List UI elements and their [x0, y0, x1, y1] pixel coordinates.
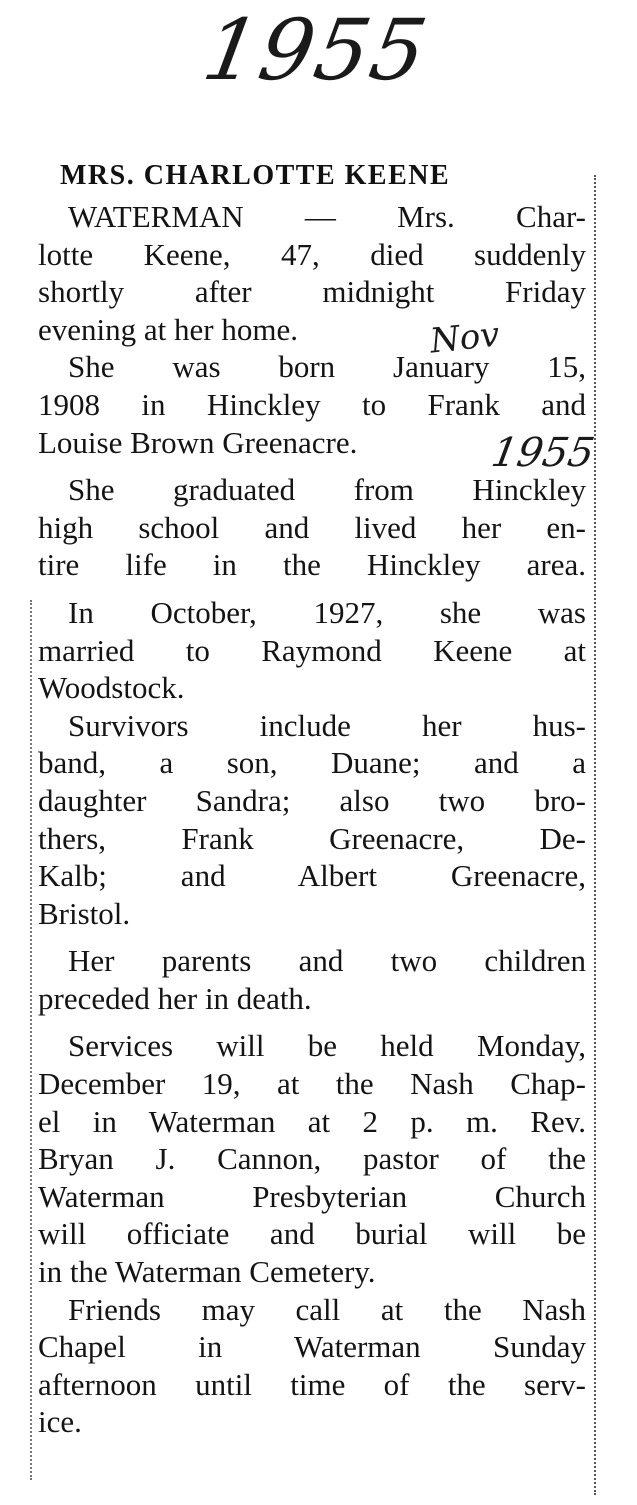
text-line: Bryan J. Cannon, pastor of the — [38, 1141, 586, 1177]
obituary-heading: MRS. CHARLOTTE KEENE — [60, 160, 451, 191]
paragraph-8 — [38, 1291, 586, 1441]
text-line: shortly after midnight Friday — [38, 274, 586, 310]
paragraph-6 — [38, 942, 586, 1017]
text-line: el in Waterman at 2 p. m. Rev. — [38, 1103, 586, 1139]
text-line: preceded her in death. — [38, 980, 312, 1016]
text-line: married to Raymond Keene at — [38, 632, 586, 668]
text-line: band, a son, Duane; and a — [38, 745, 586, 781]
text-line: Woodstock. — [38, 670, 185, 706]
text-line: She graduated from Hinckley — [68, 472, 586, 508]
text-line: Friends may call at the Nash — [68, 1291, 586, 1327]
text-line: December 19, at the Nash Chap- — [38, 1066, 586, 1102]
text-line: Kalb; and Albert Greenacre, — [38, 858, 586, 894]
text-line: Services will be held Monday, — [68, 1028, 586, 1064]
text-line: Her parents and two children — [68, 943, 586, 979]
text-line: Chapel in Waterman Sunday — [38, 1329, 586, 1365]
text-line: evening at her home. — [38, 311, 298, 347]
text-line: daughter Sandra; also two bro- — [38, 782, 586, 818]
text-line: high school and lived her en- — [38, 509, 586, 545]
text-line: In October, 1927, she was — [68, 594, 586, 630]
text-line: WATERMAN — Mrs. Char- — [68, 199, 586, 234]
text-line: 1908 in Hinckley to Frank and — [38, 386, 586, 422]
column-rule-right — [594, 175, 596, 1495]
paragraph-1 — [38, 198, 586, 348]
text-line: Bristol. — [38, 895, 131, 931]
text-line: She was born January 15, — [68, 349, 586, 385]
paragraph-7 — [38, 1027, 586, 1290]
text-line: Survivors include her hus- — [68, 707, 586, 743]
text-line: afternoon until time of the serv- — [38, 1366, 586, 1402]
text-line: tire life in the Hinckley area. — [38, 547, 586, 583]
handwritten-note-year: 1955 — [487, 430, 598, 476]
text-line: in the Waterman Cemetery. — [38, 1254, 376, 1290]
text-line: lotte Keene, 47, died suddenly — [38, 236, 586, 272]
text-line: Louise Brown Greenacre. — [38, 424, 358, 460]
paragraph-5 — [38, 707, 586, 933]
text-line: thers, Frank Greenacre, De- — [38, 820, 586, 856]
handwritten-note-month: Nov — [428, 314, 502, 362]
paragraph-3 — [38, 471, 586, 584]
handwritten-year: 1955 — [196, 1, 436, 99]
text-line: will officiate and burial will be — [38, 1216, 586, 1252]
column-rule-left — [30, 600, 32, 1480]
text-line: ice. — [38, 1404, 82, 1440]
text-line: Waterman Presbyterian Church — [38, 1178, 586, 1214]
paragraph-4 — [38, 594, 586, 707]
obituary-body — [38, 198, 586, 1441]
